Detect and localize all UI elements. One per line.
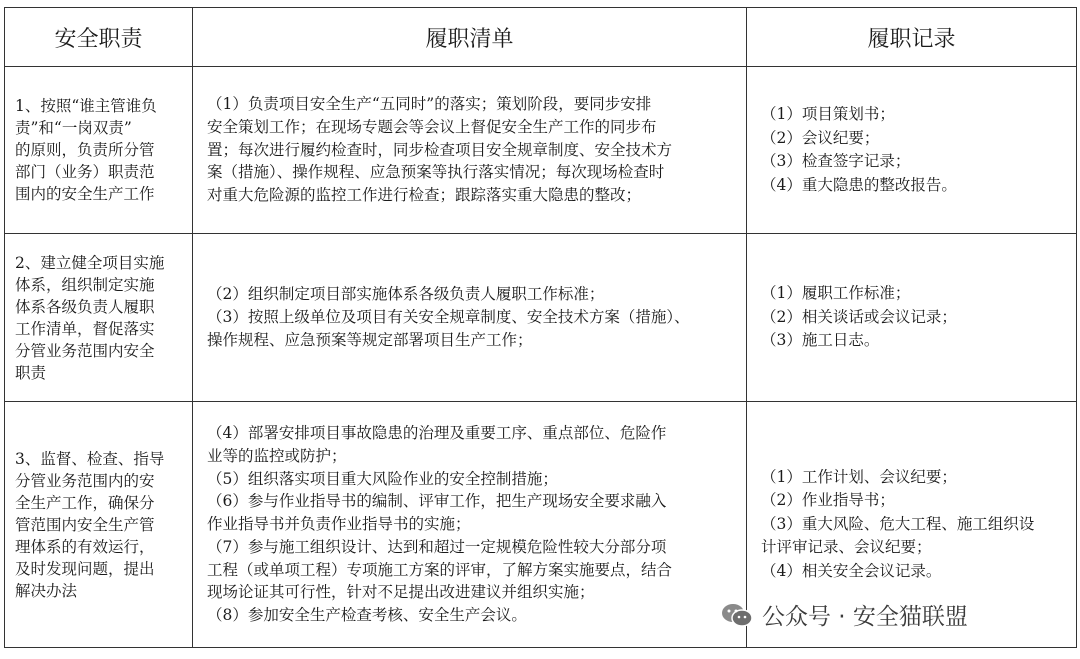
wechat-icon	[720, 603, 754, 627]
records-cell	[747, 67, 1077, 234]
duty-line: 工作清单，督促落实	[15, 319, 155, 338]
duty-cell	[5, 402, 193, 648]
list-line: 案（措施）、操作规程、应急预案等执行落实情况；每次现场检查时	[207, 163, 665, 182]
record-line: （1）履职工作标准；	[761, 284, 911, 303]
header-records: 履职记录	[747, 8, 1077, 67]
list-line: 业等的监控或防护；	[207, 446, 347, 465]
list-line: （3）按照上级单位及项目有关安全规章制度、安全技术方案（措施）、	[207, 308, 690, 327]
list-cell	[193, 402, 747, 648]
list-line: （7）参与施工组织设计、达到和超过一定规模危险性较大分部分项	[207, 537, 667, 556]
duty-line: 分管业务范围内安全	[15, 341, 155, 360]
duty-line: 2、建立健全项目实施	[15, 253, 165, 272]
list-line: 现场论证其可行性，针对不足提出改进建议并组织实施；	[207, 583, 595, 602]
table-row	[5, 234, 1077, 402]
records-cell	[747, 234, 1077, 402]
record-line: （4）相关安全会议记录。	[761, 561, 942, 580]
duty-line: 1、按照“谁主管谁负	[15, 97, 157, 115]
header-duty: 安全职责	[5, 8, 193, 67]
duty-line: 部门（业务）职责范	[15, 163, 155, 181]
list-line: （5）组织落实项目重大风险作业的安全控制措施；	[207, 469, 558, 488]
duty-line: 的原则，负责所分管	[15, 141, 155, 159]
duty-line: 围内的安全生产工作	[15, 185, 155, 203]
record-line: （2）相关谈话或会议记录；	[761, 307, 957, 326]
duty-line: 体系，组织制定实施	[15, 275, 155, 294]
watermark	[720, 598, 968, 631]
duty-line: 责”和“一岗双责”	[15, 119, 132, 137]
record-line: （2）会议纪要；	[761, 128, 880, 147]
list-line: 安全策划工作；在现场专题会等会议上督促安全生产工作的同步布	[207, 117, 657, 136]
duty-line: 解决办法	[15, 581, 78, 600]
record-line: （1）项目策划书；	[761, 105, 895, 123]
duty-line: 管范围内安全生产管	[15, 515, 155, 534]
record-line: 计评审记录、会议纪要；	[761, 538, 932, 557]
table-row	[5, 67, 1077, 234]
list-line: 对重大危险源的监控工作进行检查；跟踪落实重大隐患的整改；	[207, 186, 642, 205]
record-line: （1）工作计划、会议纪要；	[761, 467, 957, 486]
list-cell	[193, 234, 747, 402]
duty-line: 3、监督、检查、指导	[15, 449, 165, 468]
list-line: （6）参与作业指导书的编制、评审工作，把生产现场安全要求融入	[207, 492, 667, 511]
header-row	[5, 8, 1077, 67]
list-line: 置；每次进行履约检查时，同步检查项目安全规章制度、安全技术方	[207, 140, 673, 159]
duty-table	[4, 7, 1077, 648]
record-line: （3）检查签字记录；	[761, 152, 911, 170]
record-line: （3）施工日志。	[761, 331, 880, 350]
list-line: 工程（或单项工程）专项施工方案的评审，了解方案实施要点，结合	[207, 560, 673, 579]
header-list: 履职清单	[193, 8, 747, 67]
duty-line: 理体系的有效运行，	[15, 537, 155, 556]
list-line: 操作规程、应急预案等规定部署项目生产工作；	[207, 330, 533, 349]
record-line: （4）重大隐患的整改报告。	[761, 175, 957, 194]
list-line: （8）参加安全生产检查考核、安全生产会议。	[207, 606, 527, 625]
duty-line: 及时发现问题，提出	[15, 559, 155, 578]
list-line: （4）部署安排项目事故隐患的治理及重要工序、重点部位、危险作	[207, 423, 667, 442]
record-line: （2）作业指导书；	[761, 491, 895, 510]
duty-line: 职责	[15, 363, 47, 382]
duty-line: 全生产工作，确保分	[15, 493, 155, 512]
list-cell	[193, 67, 747, 234]
duty-cell	[5, 67, 193, 234]
duty-cell	[5, 234, 193, 402]
list-line: （2）组织制定项目部实施体系各级负责人履职工作标准；	[207, 285, 605, 304]
watermark-text: 公众号 · 安全猫联盟	[762, 604, 968, 630]
list-line: 作业指导书并负责作业指导书的实施；	[207, 515, 471, 534]
duty-line: 分管业务范围内的安	[15, 471, 155, 490]
record-line: （3）重大风险、危大工程、施工组织设	[761, 514, 1035, 533]
duty-line: 体系各级负责人履职	[15, 297, 155, 316]
list-line: （1）负责项目安全生产“五同时”的落实；策划阶段，要同步安排	[207, 95, 652, 113]
